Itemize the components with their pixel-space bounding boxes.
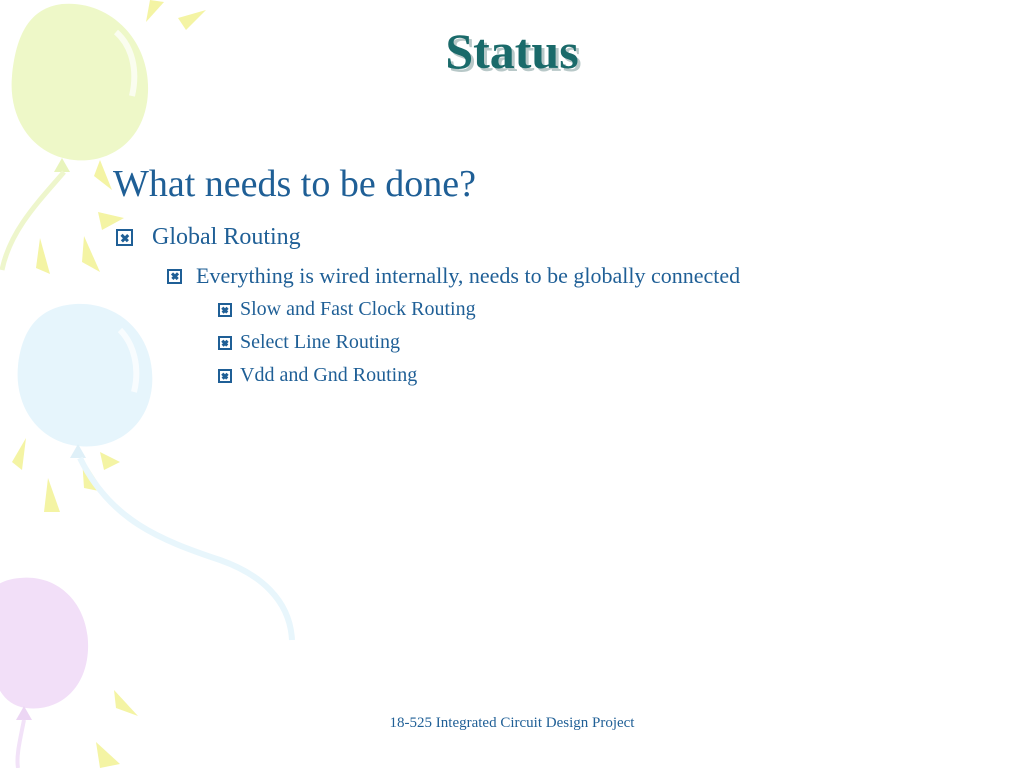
checkbox-x-icon — [218, 369, 232, 383]
checkbox-x-icon — [218, 303, 232, 317]
checkbox-x-icon — [167, 269, 182, 284]
checkbox-x-icon — [116, 229, 133, 246]
bullet-text: Everything is wired internally, needs to be globally connected — [196, 263, 741, 288]
slide-heading: What needs to be done? — [113, 163, 476, 205]
bullet-clock-routing — [218, 298, 476, 321]
slide-title: Status — [445, 23, 579, 79]
bullet-text: Vdd and Gnd Routing — [240, 364, 418, 386]
bullet-select-line-routing — [218, 331, 400, 354]
bullet-global-routing — [116, 224, 301, 251]
bullet-text: Select Line Routing — [240, 331, 400, 353]
bullet-text: Slow and Fast Clock Routing — [240, 298, 476, 320]
bullet-vdd-gnd-routing — [218, 364, 417, 387]
bullet-text: Global Routing — [152, 224, 301, 250]
slide-footer: 18-525 Integrated Circuit Design Project — [389, 715, 635, 731]
bullet-wired-internally — [167, 263, 740, 289]
checkbox-x-icon — [218, 336, 232, 350]
